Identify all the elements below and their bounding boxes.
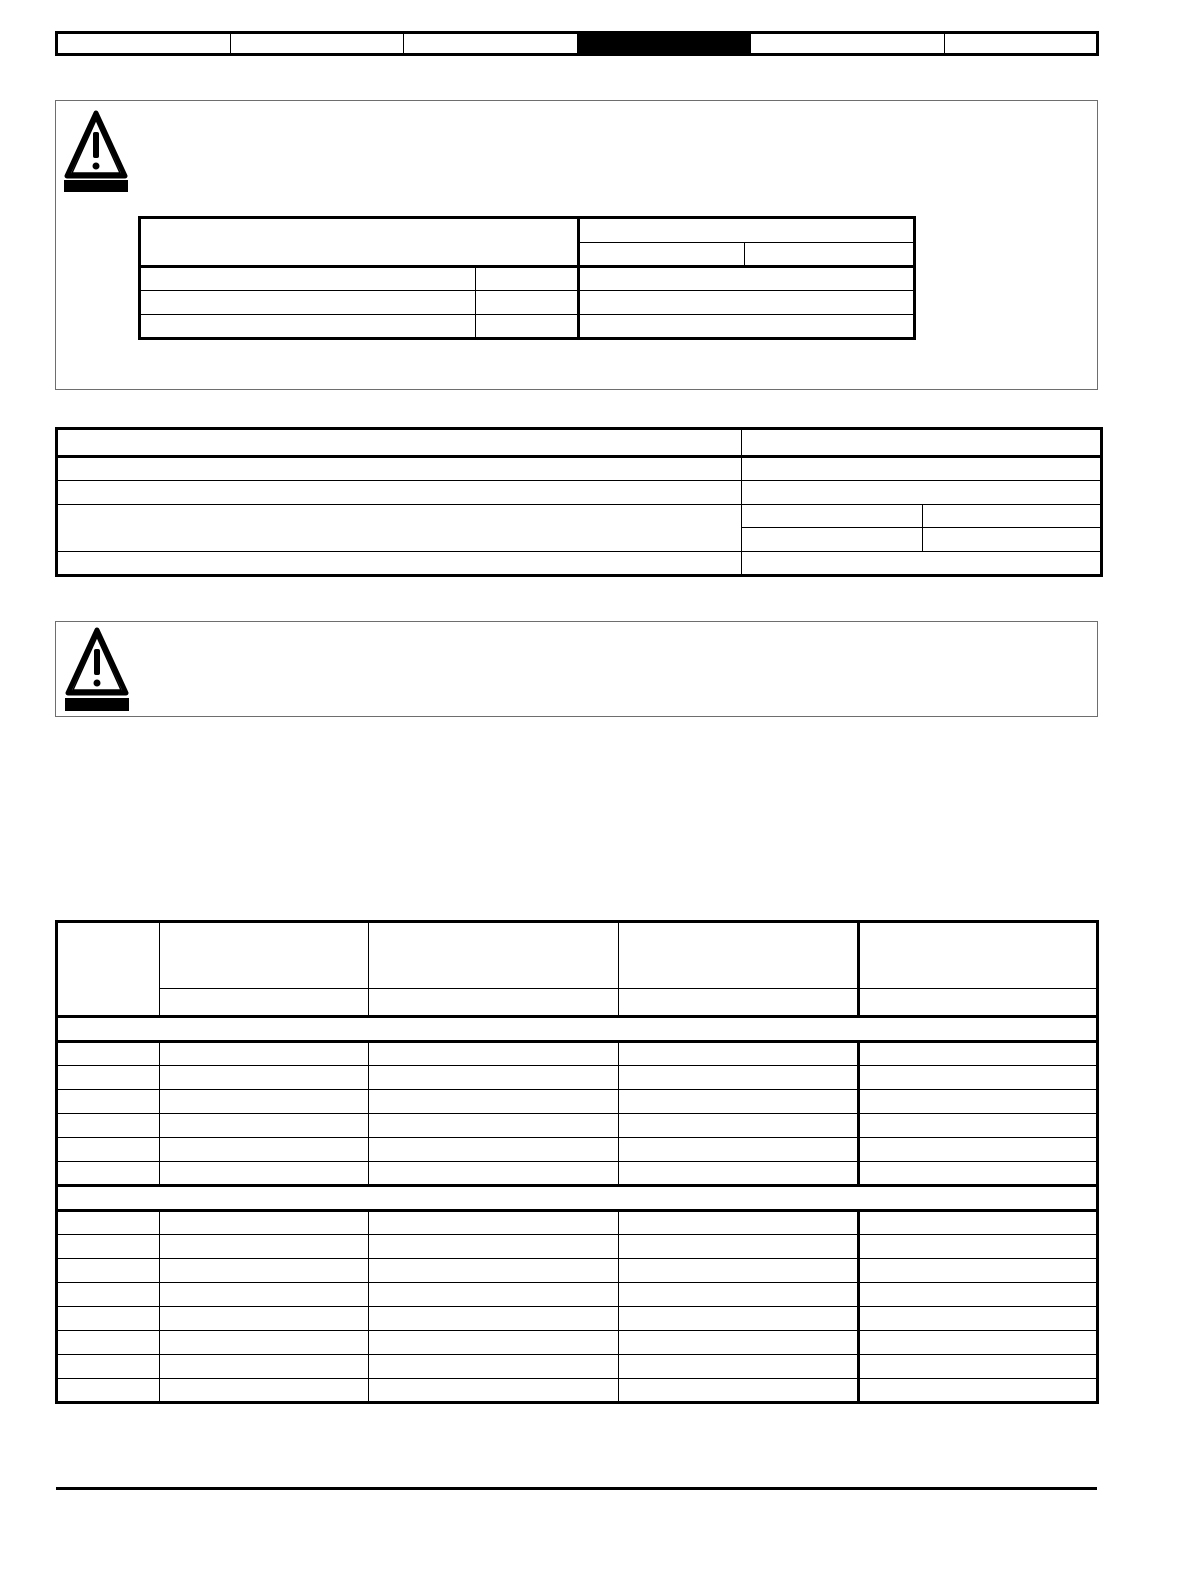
data-table-header [57,922,160,1017]
data-table [55,920,1099,1404]
table-cell [160,1235,369,1259]
table-cell [618,1379,859,1403]
data-table-header [368,922,618,989]
warning-table-cell [140,267,476,291]
footer-rule [56,1487,1097,1490]
table-cell [160,1379,369,1403]
table-cell [160,1307,369,1331]
table-cell [368,1331,618,1355]
footer-left-text [56,1496,556,1512]
data-table-section-2 [57,1211,1098,1403]
table-cell [160,1355,369,1379]
table-cell [57,1042,160,1066]
nav-tab-3[interactable] [404,34,578,53]
ratings-row-label [57,481,742,505]
table-cell [368,1355,618,1379]
data-table-section-title [57,1186,1098,1211]
warning-table-header-group [579,218,915,243]
chapter-nav-bar [55,31,1099,56]
warning-box-1 [55,100,1098,390]
table-cell [618,1114,859,1138]
table-cell [368,1162,618,1186]
data-table-subheader [618,989,859,1017]
nav-tab-6[interactable] [945,34,1096,53]
table-cell [57,1090,160,1114]
warning-table-subheader [745,243,915,267]
table-cell [368,1042,618,1066]
ratings-row-value [742,457,1102,481]
table-cell [618,1211,859,1235]
ratings-split-cell [742,505,923,528]
table-cell [618,1066,859,1090]
warning-table-cell [579,267,915,291]
warning-table-cell [140,291,476,315]
table-cell [160,1138,369,1162]
table-cell [368,1114,618,1138]
warning-label [65,698,129,711]
table-cell [859,1235,1098,1259]
table-cell [368,1138,618,1162]
table-cell [859,1066,1098,1090]
table-cell [57,1283,160,1307]
warning-table-cell [476,291,579,315]
ratings-header-right [742,429,1102,457]
table-cell [618,1331,859,1355]
warning-box-2 [55,621,1098,717]
table-cell [859,1259,1098,1283]
table-cell [859,1042,1098,1066]
table-cell [618,1162,859,1186]
table-cell [859,1283,1098,1307]
table-cell [368,1211,618,1235]
table-cell [160,1162,369,1186]
table-cell [859,1331,1098,1355]
table-cell [57,1259,160,1283]
warning-table [138,216,916,340]
warning-table-header-left [140,218,579,267]
table-cell [859,1114,1098,1138]
data-table-header [859,922,1098,989]
ratings-split-cell [923,528,1102,552]
table-cell [368,1307,618,1331]
table-cell [57,1066,160,1090]
table-cell [160,1090,369,1114]
warning-table-subheader [579,243,745,267]
table-cell [859,1355,1098,1379]
table-cell [57,1331,160,1355]
table-cell [160,1042,369,1066]
table-cell [160,1259,369,1283]
warning-table-cell [579,291,915,315]
table-cell [57,1235,160,1259]
table-cell [859,1379,1098,1403]
ratings-row-label [57,552,742,576]
data-table-header [618,922,859,989]
ratings-row-value [742,552,1102,576]
nav-tab-4-active[interactable] [578,34,751,53]
data-table-section-1 [57,1042,1098,1186]
ratings-header-left [57,429,742,457]
table-cell [618,1042,859,1066]
data-table-header [160,922,369,989]
nav-tab-5[interactable] [751,34,945,53]
table-cell [57,1162,160,1186]
ratings-table [55,427,1103,577]
table-cell [859,1307,1098,1331]
table-cell [368,1259,618,1283]
warning-table-cell [476,267,579,291]
table-cell [368,1066,618,1090]
table-cell [57,1379,160,1403]
table-cell [859,1211,1098,1235]
table-cell [160,1114,369,1138]
warning-table-cell [476,315,579,339]
table-cell [368,1235,618,1259]
table-cell [618,1090,859,1114]
warning-label [64,181,128,193]
ratings-row-value [742,481,1102,505]
table-cell [57,1307,160,1331]
table-cell [618,1138,859,1162]
table-cell [57,1355,160,1379]
data-table-subheader [368,989,618,1017]
table-cell [618,1307,859,1331]
table-cell [859,1138,1098,1162]
ratings-row-label [57,505,742,552]
table-cell [618,1355,859,1379]
table-cell [368,1090,618,1114]
ratings-row-label [57,457,742,481]
data-table-subheader [859,989,1098,1017]
table-cell [859,1162,1098,1186]
body-text [56,740,1096,900]
footer-right-text [596,1496,1096,1512]
table-cell [160,1283,369,1307]
table-cell [160,1211,369,1235]
table-cell [57,1138,160,1162]
warning-table-cell [140,315,476,339]
warning-table-cell [579,315,915,339]
data-table-subheader [160,989,369,1017]
table-cell [368,1379,618,1403]
nav-tab-2[interactable] [231,34,404,53]
table-cell [859,1090,1098,1114]
table-cell [57,1211,160,1235]
data-table-section-title [57,1017,1098,1042]
ratings-split-cell [923,505,1102,528]
table-cell [618,1259,859,1283]
table-cell [160,1066,369,1090]
table-cell [618,1283,859,1307]
table-cell [57,1114,160,1138]
table-cell [160,1331,369,1355]
table-cell [368,1283,618,1307]
table-cell [618,1235,859,1259]
ratings-split-cell [742,528,923,552]
nav-tab-1[interactable] [58,34,231,53]
